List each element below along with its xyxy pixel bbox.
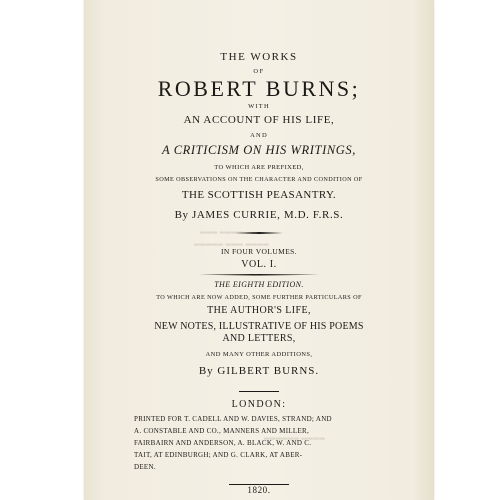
author-name: ROBERT BURNS;	[157, 76, 361, 101]
publication-year: 1820.	[247, 485, 271, 495]
new-notes-line: NEW NOTES, ILLUSTRATIVE OF HIS POEMS	[154, 321, 364, 332]
authors-life-line: THE AUTHOR'S LIFE,	[207, 305, 311, 316]
scottish-peasantry: THE SCOTTISH PEASANTRY.	[181, 189, 337, 201]
other-additions-line: AND MANY OTHER ADDITIONS,	[205, 351, 313, 358]
imprint-line: A. CONSTABLE AND CO., MANNERS AND MILLER,	[134, 427, 310, 435]
short-rule	[239, 391, 279, 392]
edition-line: THE EIGHTH EDITION.	[214, 280, 304, 289]
imprint-line: FAIRBAIRN AND ANDERSON, A. BLACK, W. AND C.	[134, 439, 312, 447]
show-through-text: ▂▂▂ ▂▂▂▂	[200, 226, 244, 234]
now-added-line: TO WHICH ARE NOW ADDED, SOME FURTHER PARTICULARS OF	[156, 294, 362, 301]
heading-the-works: THE WORKS	[220, 51, 298, 63]
imprint-block	[134, 413, 384, 473]
observations-line: SOME OBSERVATIONS ON THE CHARACTER AND CONDITION OF	[155, 176, 363, 183]
heading-of: OF	[253, 68, 265, 75]
show-through-text: ▂▂▂▂▂▂ ▂▂▂▂	[264, 432, 326, 440]
account-of-life: AN ACCOUNT OF HIS LIFE,	[183, 114, 335, 126]
imprint-line: PRINTED FOR T. CADELL AND W. DAVIES, STRAND; AND	[134, 415, 332, 423]
criticism-line: A CRITICISM ON HIS WRITINGS,	[162, 143, 356, 157]
heading-and: AND	[250, 132, 268, 139]
prefixed-line: TO WHICH ARE PREFIXED,	[214, 164, 304, 171]
four-volumes: IN FOUR VOLUMES.	[220, 247, 298, 256]
title-page	[84, 0, 434, 500]
heading-with: WITH	[248, 103, 270, 110]
editor-line: By JAMES CURRIE, M.D. F.R.S.	[174, 209, 344, 221]
gilbert-burns-line: By GILBERT BURNS.	[198, 365, 320, 377]
city-line: LONDON:	[231, 399, 287, 410]
volume-number: VOL. I.	[241, 259, 277, 270]
title-page-content	[84, 0, 434, 500]
letters-line: AND LETTERS,	[222, 333, 296, 344]
show-through-text: ▂▂▂▂▂ ▂▂▂ ▂▂▂▂	[194, 238, 270, 246]
imprint-line: TAIT, AT EDINBURGH; AND G. CLARK, AT ABER-	[134, 451, 303, 459]
imprint-line: DEEN.	[134, 463, 156, 471]
ornamental-rule-middle	[199, 274, 319, 276]
